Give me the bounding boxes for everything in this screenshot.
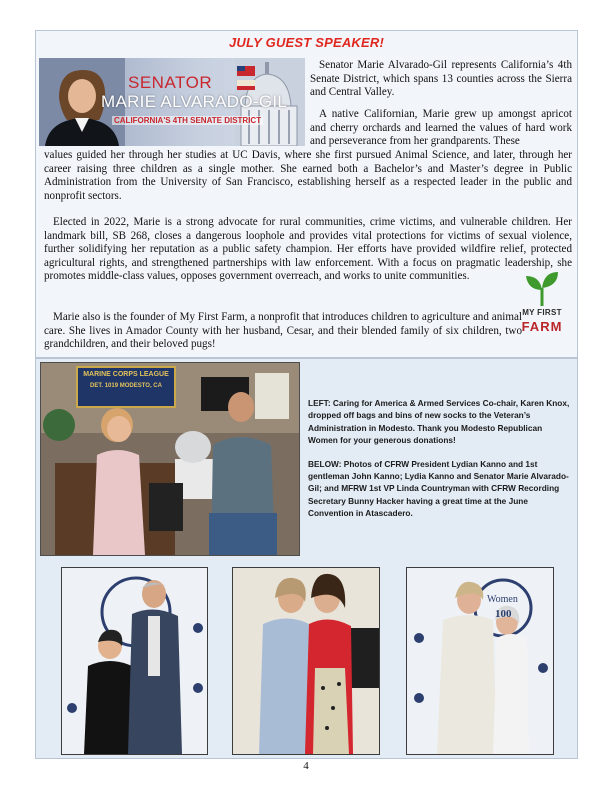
section-title: JULY GUEST SPEAKER! (228, 35, 384, 50)
article-paragraph: Elected in 2022, Marie is a strong advocate for rural communities, crime victims, and vulnerable children. Her landmark bill, SB 268, closes a dangerous loophole and provides vital protections for victims of sexual violence, further solidifying her reputation as a public safety champion. Her efforts have provided wildfire relief, protected agricultural rights, and strengthened partnerships with law enforcement. With a focus on pragmatic leadership, she promotes middle-class values, opposes government overreach, and works to unite communities. (44, 216, 572, 283)
article-paragraph: Marie also is the founder of My First Farm, a nonprofit that introduces children to agriculture and animal care. She lives in Amador County with her husband, Cesar, and their blended family of six children, two grandchildren, and their beloved pugs! (44, 311, 522, 351)
countryman-hacker-scene (407, 568, 553, 754)
photo-panel (35, 358, 578, 759)
va-donation-scene (41, 363, 299, 555)
caption-left: LEFT: Caring for America & Armed Services Co-chair, Karen Knox, dropped off bags and bins of new socks to the Veteran’s Administration in Modesto. Thank you Modesto Republican Women for your generous donations! (308, 398, 570, 446)
banner-senator-label: SENATOR (128, 73, 213, 92)
kanno-senator-scene (233, 568, 379, 754)
my-first-farm-logo (512, 268, 572, 338)
senator-banner (39, 58, 305, 146)
photo-countryman-hacker (406, 567, 554, 755)
backdrop-100-text: 100 (495, 608, 512, 620)
marine-corps-sign-subtext: DET. 1019 MODESTO, CA (90, 383, 162, 389)
guest-speaker-panel (35, 30, 578, 358)
section-header (36, 31, 577, 53)
photo-captions (308, 397, 570, 531)
article-paragraph: values guided her through her studies at UC Davis, where she first pursued Animal Science, and later, through her career raising three children as a single mother. She earned both a Bachelor’s and Master’s degree in Public Administration from the University of San Francisco, establishing herself as a respected leader in the public and nonprofit sectors. (44, 149, 572, 202)
photo-va-donation (40, 362, 300, 556)
photo-kanno-couple (61, 567, 208, 755)
banner-district: CALIFORNIA'S 4TH SENATE DISTRICT (114, 116, 262, 125)
backdrop-women-text: Women (487, 594, 518, 605)
farm-logo-line1: MY FIRST (522, 308, 562, 317)
farm-logo-line2: FARM (521, 319, 563, 334)
banner-senator-name: MARIE ALVARADO-GIL (101, 92, 288, 111)
caption-below: BELOW: Photos of CFRW President Lydian Kanno and 1st gentleman John Kanno; Lydia Kanno and Senator Marie Alvarado-Gil; and MFRW 1st VP Linda Countryman with CFRW Recording Secretary Bunny Hacker having a great time at the June Convention in Atascadero. (308, 458, 569, 519)
page-number: 4 (303, 760, 309, 772)
sprout-icon (524, 270, 560, 308)
article-paragraph: Senator Marie Alvarado-Gil represents California’s 4th Senate District, which spans 13 counties across the Sierra and Central Valley. (310, 59, 572, 99)
kanno-couple-scene (62, 568, 207, 754)
article-paragraph: A native Californian, Marie grew up amongst apricot and cherry orchards and learned the values of hard work and perseverance from her grandparents. These (310, 108, 572, 148)
photo-kanno-senator (232, 567, 380, 755)
marine-corps-sign-text: MARINE CORPS LEAGUE (83, 371, 169, 378)
